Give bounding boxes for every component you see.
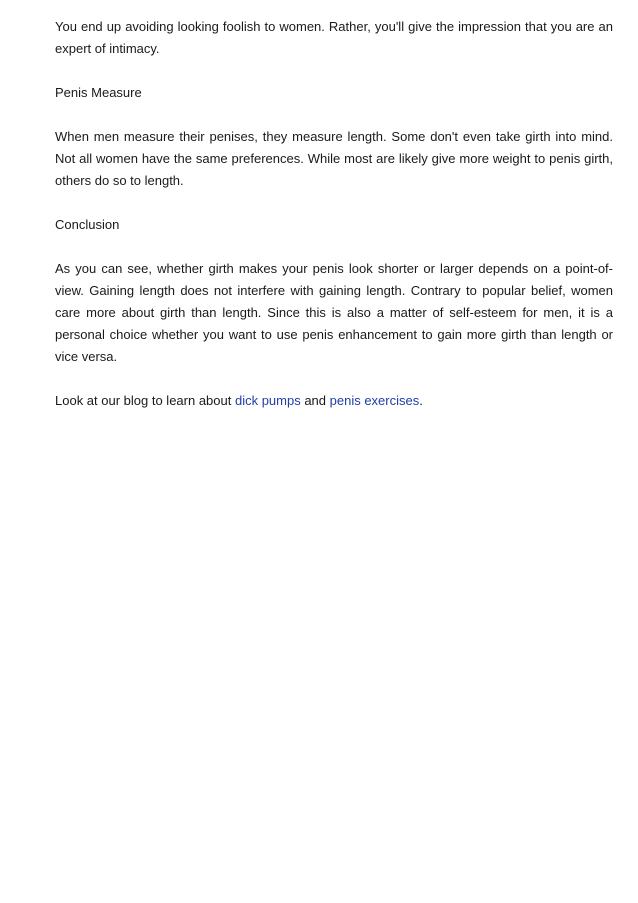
- penis-exercises-link[interactable]: penis exercises: [329, 393, 420, 408]
- intro-paragraph: You end up avoiding looking foolish to women. Rather, you'll give the impression that you are an expert of intimacy.: [55, 19, 613, 56]
- penis-measure-paragraph: When men measure their penises, they measure length. Some don't even take girth into mind. Not all women have the same preferences. While most are likely give more weight to penis girth, others do so to length.: [55, 129, 613, 188]
- section-heading-conclusion: Conclusion: [55, 217, 120, 232]
- paragraph-spacer: [55, 368, 613, 390]
- closing-suffix: .: [419, 393, 423, 408]
- paragraph-spacer: [55, 104, 613, 126]
- paragraph-spacer: [55, 192, 613, 214]
- section-heading-penis-measure: Penis Measure: [55, 85, 142, 100]
- paragraph-spacer: [55, 236, 613, 258]
- closing-middle: and: [300, 393, 330, 408]
- closing-prefix: Look at our blog to learn about: [55, 393, 235, 408]
- paragraph-spacer: [55, 60, 613, 82]
- document-body: [55, 16, 613, 412]
- conclusion-paragraph: As you can see, whether girth makes your penis look shorter or larger depends on a point-of-view. Gaining length does not interfere with gaining length. Contrary to popular belief, women care more about girth than length. Since this is also a matter of self-esteem for men, it is a personal choice whether you want to use penis enhancement to gain more girth than length or vice versa.: [55, 261, 613, 364]
- closing-paragraph: [55, 390, 613, 412]
- dick-pumps-link[interactable]: dick pumps: [234, 393, 301, 408]
